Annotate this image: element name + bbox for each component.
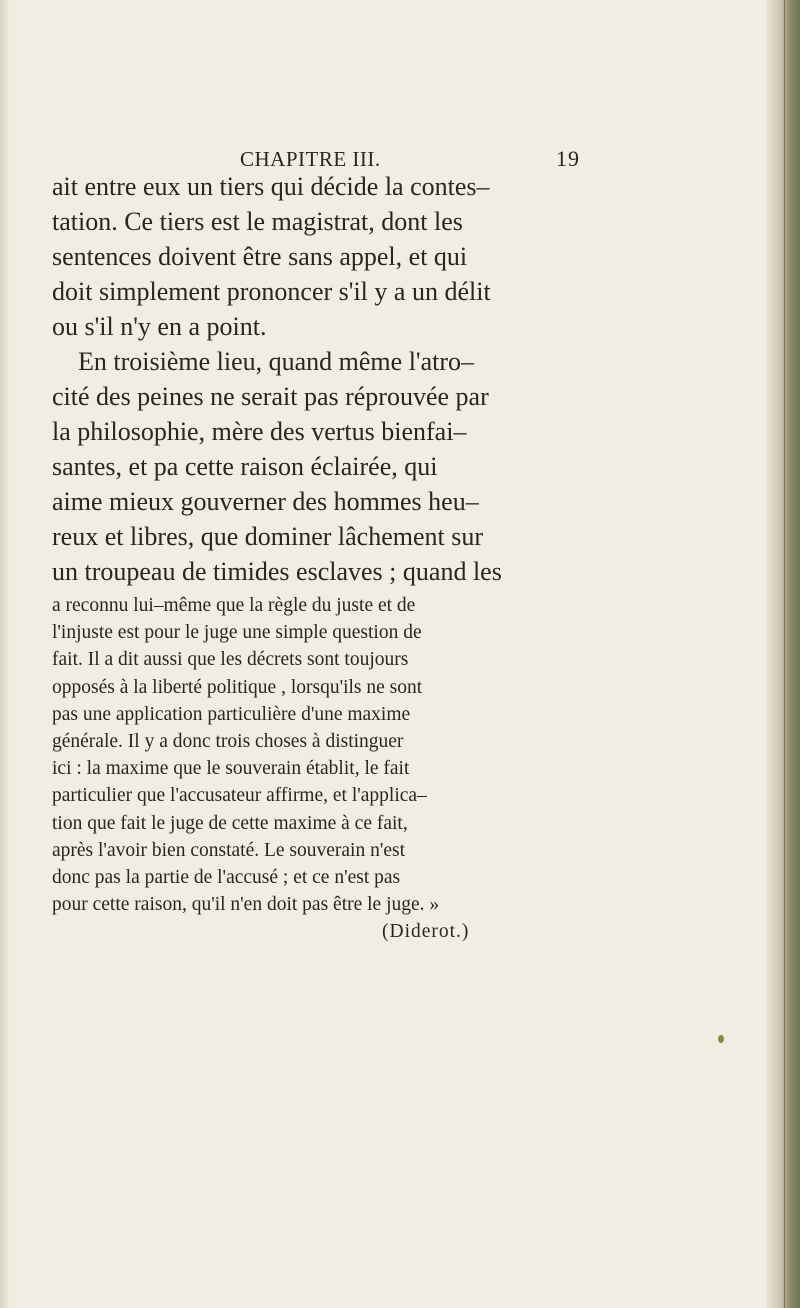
text-line: En troisième lieu, quand même l'atro– — [78, 347, 475, 376]
footnote-line: pas une application particulière d'une maxime — [52, 703, 411, 725]
footnote-line: tion que fait le juge de cette maxime à ce fait, — [52, 812, 408, 834]
page-left-edge — [0, 0, 10, 1308]
footnote-line: pour cette raison, qu'il n'en doit pas être le juge. » — [52, 894, 440, 916]
text-line: cité des peines ne serait pas réprouvée par — [52, 382, 489, 411]
footnote-line: ici : la maxime que le souverain établit, le fait — [52, 758, 410, 780]
text-line: santes, et pa cette raison éclairée, qui — [52, 452, 438, 481]
text-line: la philosophie, mère des vertus bienfai– — [52, 417, 467, 446]
footnote-line: fait. Il a dit aussi que les décrets sont toujours — [52, 649, 409, 671]
page-number: 19 — [556, 146, 580, 171]
footnote-line: l'injuste est pour le juge une simple question de — [52, 622, 422, 644]
text-line: un troupeau de timides esclaves ; quand les — [52, 557, 502, 586]
footnote-line: opposés à la liberté politique , lorsqu'ils ne sont — [52, 676, 423, 698]
footnote-line: générale. Il y a donc trois choses à distinguer — [52, 730, 404, 752]
footnote-line: donc pas la partie de l'accusé ; et ce n'est pas — [52, 866, 401, 888]
footnote-line: après l'avoir bien constaté. Le souverain n'est — [52, 839, 406, 861]
text-line: sentences doivent être sans appel, et qui — [52, 242, 468, 271]
footnote-signature: (Diderot.) — [382, 921, 470, 943]
text-line: ou s'il n'y en a point. — [52, 312, 267, 341]
chapter-title: CHAPITRE III. — [240, 147, 381, 171]
text-line: tation. Ce tiers est le magistrat, dont les — [52, 207, 463, 236]
text-line: aime mieux gouverner des hommes heu– — [52, 487, 479, 516]
footnote — [52, 592, 772, 945]
text-line: reux et libres, que dominer lâchement sur — [52, 522, 484, 551]
footnote-line: particulier que l'accusateur affirme, et l'applica– — [52, 785, 427, 807]
text-line: ait entre eux un tiers qui décide la contes– — [52, 172, 490, 201]
ink-spot — [718, 1035, 724, 1043]
text-line: doit simplement prononcer s'il y a un délit — [52, 277, 491, 306]
footnote-line: a reconnu lui–même que la règle du juste et de — [52, 595, 416, 616]
main-text — [52, 169, 760, 589]
